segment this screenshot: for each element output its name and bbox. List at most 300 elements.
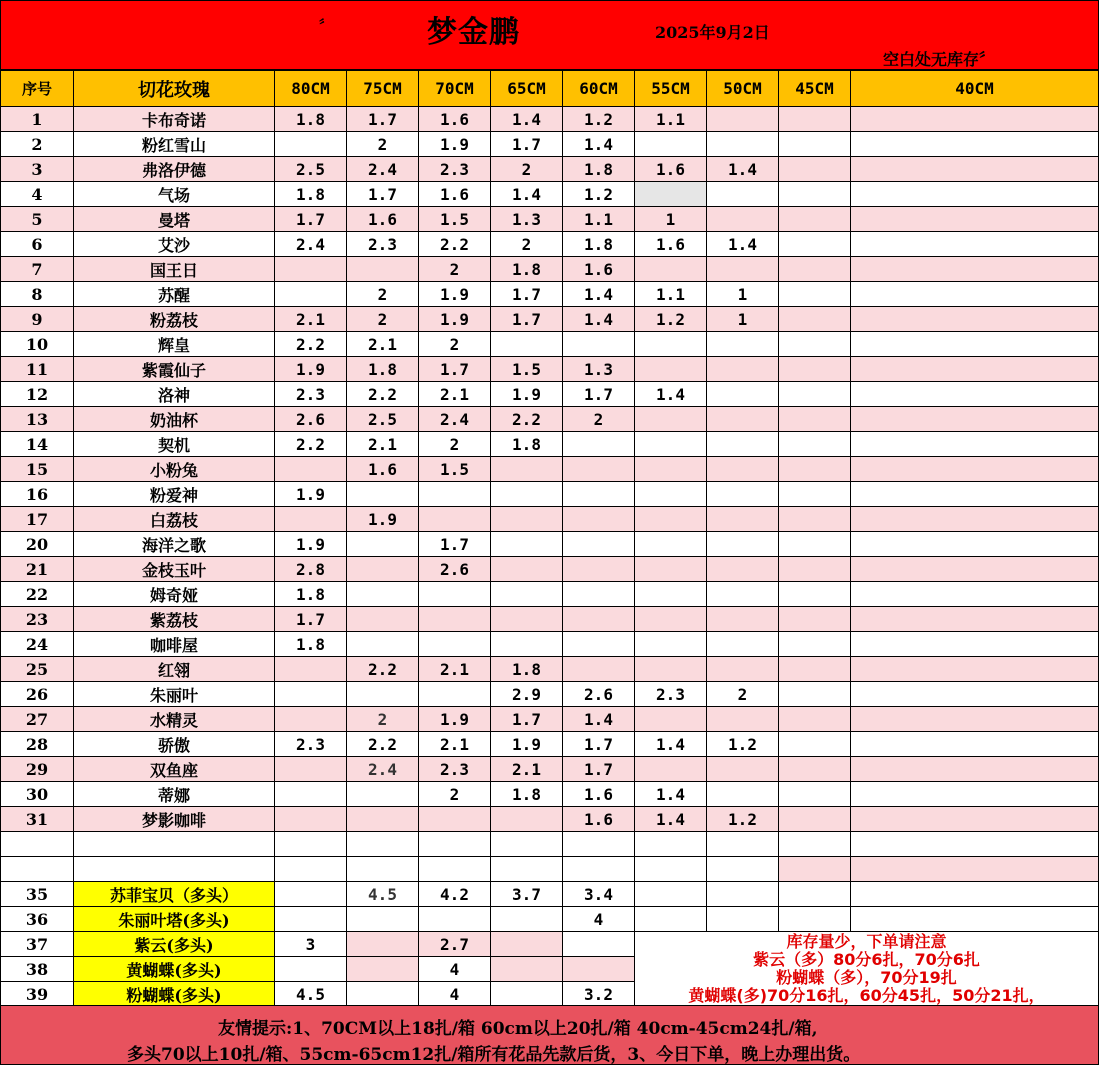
price-cell	[851, 432, 1099, 457]
price-cell	[635, 882, 707, 907]
price-cell: 1.4	[491, 182, 563, 207]
price-cell	[491, 607, 563, 632]
row-number: 23	[1, 607, 74, 632]
col-header-55cm: 55CM	[635, 71, 707, 107]
row-number: 8	[1, 282, 74, 307]
price-cell: 3.4	[563, 882, 635, 907]
price-cell: 1.7	[275, 607, 347, 632]
price-cell: 1.6	[635, 157, 707, 182]
variety-name: 白荔枝	[74, 507, 275, 532]
variety-name: 洛神	[74, 382, 275, 407]
price-cell	[851, 757, 1099, 782]
price-cell: 2.2	[275, 432, 347, 457]
price-cell	[419, 682, 491, 707]
row-number: 22	[1, 582, 74, 607]
price-cell	[851, 907, 1099, 932]
price-cell	[347, 607, 419, 632]
price-cell	[779, 507, 851, 532]
price-cell	[851, 882, 1099, 907]
price-cell	[707, 457, 779, 482]
price-cell	[779, 132, 851, 157]
col-header-40cm: 40CM	[851, 71, 1099, 107]
table-row	[1, 607, 1099, 632]
price-cell: 1.2	[707, 807, 779, 832]
price-cell: 1.4	[563, 282, 635, 307]
price-cell	[707, 882, 779, 907]
price-cell: 1.8	[491, 432, 563, 457]
price-cell	[851, 382, 1099, 407]
price-cell	[491, 457, 563, 482]
price-cell	[707, 757, 779, 782]
variety-name: 卡布奇诺	[74, 107, 275, 132]
footer-tips	[0, 1005, 1099, 1065]
price-cell	[491, 332, 563, 357]
price-cell	[635, 632, 707, 657]
price-cell	[707, 857, 779, 882]
row-number	[1, 857, 74, 882]
row-number	[1, 832, 74, 857]
table-row	[1, 107, 1099, 132]
price-cell	[635, 457, 707, 482]
table-row	[1, 582, 1099, 607]
price-cell: 2	[347, 307, 419, 332]
price-cell	[851, 332, 1099, 357]
price-cell: 1.8	[491, 257, 563, 282]
variety-name: 蒂娜	[74, 782, 275, 807]
price-cell: 1.9	[275, 357, 347, 382]
variety-name: 咖啡屋	[74, 632, 275, 657]
price-cell: 1.4	[635, 732, 707, 757]
price-cell: 1.2	[563, 182, 635, 207]
variety-name: 红翎	[74, 657, 275, 682]
col-header-70cm: 70CM	[419, 71, 491, 107]
price-cell	[635, 257, 707, 282]
price-cell: 1.4	[563, 132, 635, 157]
price-cell: 1.8	[275, 182, 347, 207]
price-cell	[635, 657, 707, 682]
variety-name: 黄蝴蝶(多头)	[74, 957, 275, 982]
price-cell: 2.2	[275, 332, 347, 357]
price-cell: 2.5	[347, 407, 419, 432]
price-cell	[563, 457, 635, 482]
price-cell	[563, 582, 635, 607]
row-number: 39	[1, 982, 74, 1007]
price-cell	[275, 507, 347, 532]
price-cell: 1.7	[275, 207, 347, 232]
price-cell	[635, 907, 707, 932]
row-number: 2	[1, 132, 74, 157]
price-cell	[779, 257, 851, 282]
price-cell	[851, 707, 1099, 732]
price-cell	[779, 657, 851, 682]
price-cell: 2.4	[419, 407, 491, 432]
price-cell: 2	[419, 257, 491, 282]
price-cell: 2.9	[491, 682, 563, 707]
price-cell: 2	[419, 782, 491, 807]
price-cell: 1.6	[563, 807, 635, 832]
row-number: 14	[1, 432, 74, 457]
price-cell	[347, 557, 419, 582]
table-row	[1, 907, 1099, 932]
price-cell	[779, 207, 851, 232]
price-cell: 1.9	[275, 532, 347, 557]
table-row	[1, 207, 1099, 232]
table-row	[1, 432, 1099, 457]
price-cell: 2.2	[491, 407, 563, 432]
price-cell	[707, 557, 779, 582]
price-cell	[779, 332, 851, 357]
price-cell	[275, 282, 347, 307]
table-row	[1, 857, 1099, 882]
price-cell	[275, 757, 347, 782]
price-cell	[851, 657, 1099, 682]
price-cell	[563, 482, 635, 507]
price-cell: 4.5	[347, 882, 419, 907]
price-cell	[851, 157, 1099, 182]
price-cell: 1.9	[419, 282, 491, 307]
tick-mark: 〞	[319, 19, 333, 35]
price-cell	[779, 782, 851, 807]
price-cell: 2.1	[491, 757, 563, 782]
price-cell	[707, 582, 779, 607]
row-number: 37	[1, 932, 74, 957]
price-cell	[419, 482, 491, 507]
row-number: 15	[1, 457, 74, 482]
price-cell	[707, 507, 779, 532]
price-cell	[707, 332, 779, 357]
price-cell	[635, 357, 707, 382]
col-header-45cm: 45CM	[779, 71, 851, 107]
price-cell: 2.4	[275, 232, 347, 257]
variety-name: 朱丽叶塔(多头)	[74, 907, 275, 932]
col-header-80cm: 80CM	[275, 71, 347, 107]
price-cell	[563, 632, 635, 657]
price-cell	[779, 432, 851, 457]
price-cell	[779, 882, 851, 907]
price-cell: 2.1	[419, 657, 491, 682]
price-cell: 1.9	[419, 707, 491, 732]
price-cell	[707, 407, 779, 432]
price-cell: 2	[347, 282, 419, 307]
price-cell	[275, 257, 347, 282]
price-cell	[491, 632, 563, 657]
price-cell: 1.8	[275, 632, 347, 657]
price-cell: 1.7	[563, 732, 635, 757]
row-number: 4	[1, 182, 74, 207]
price-cell	[707, 257, 779, 282]
price-cell	[491, 582, 563, 607]
price-cell	[419, 632, 491, 657]
price-cell	[347, 832, 419, 857]
price-cell	[491, 832, 563, 857]
variety-name: 奶油杯	[74, 407, 275, 432]
price-cell	[851, 282, 1099, 307]
price-cell: 2.2	[347, 382, 419, 407]
price-cell: 1.8	[347, 357, 419, 382]
col-header-60cm: 60CM	[563, 71, 635, 107]
table-row	[1, 757, 1099, 782]
price-cell	[779, 707, 851, 732]
variety-name: 曼塔	[74, 207, 275, 232]
row-number: 9	[1, 307, 74, 332]
price-cell	[851, 107, 1099, 132]
price-cell	[347, 532, 419, 557]
table-row	[1, 832, 1099, 857]
price-cell	[851, 507, 1099, 532]
price-cell	[491, 857, 563, 882]
price-cell: 1.6	[563, 782, 635, 807]
price-cell: 1.6	[347, 457, 419, 482]
row-number: 16	[1, 482, 74, 507]
price-cell: 1	[707, 307, 779, 332]
price-cell	[779, 482, 851, 507]
price-cell	[707, 707, 779, 732]
price-cell	[347, 257, 419, 282]
price-cell	[347, 857, 419, 882]
row-number: 27	[1, 707, 74, 732]
price-cell	[851, 557, 1099, 582]
price-cell: 1.9	[491, 382, 563, 407]
price-cell	[851, 632, 1099, 657]
price-cell: 2	[347, 132, 419, 157]
variety-name: 辉皇	[74, 332, 275, 357]
price-cell: 2.6	[563, 682, 635, 707]
row-number: 25	[1, 657, 74, 682]
price-cell: 2.4	[347, 757, 419, 782]
price-cell	[419, 582, 491, 607]
price-cell: 1.3	[491, 207, 563, 232]
price-cell: 1.8	[275, 582, 347, 607]
price-cell	[779, 632, 851, 657]
price-cell: 2.5	[275, 157, 347, 182]
price-cell	[851, 782, 1099, 807]
price-cell	[491, 507, 563, 532]
price-cell	[491, 557, 563, 582]
table-row	[1, 407, 1099, 432]
col-header-65cm: 65CM	[491, 71, 563, 107]
row-number: 31	[1, 807, 74, 832]
price-cell: 1	[635, 207, 707, 232]
price-cell	[851, 582, 1099, 607]
price-cell	[563, 832, 635, 857]
row-number: 3	[1, 157, 74, 182]
price-cell: 1.4	[563, 707, 635, 732]
price-cell	[779, 307, 851, 332]
price-cell: 2.1	[347, 332, 419, 357]
price-cell	[851, 807, 1099, 832]
price-cell: 1.3	[563, 357, 635, 382]
price-cell: 1.7	[491, 132, 563, 157]
price-cell	[779, 807, 851, 832]
row-number: 11	[1, 357, 74, 382]
price-cell: 3.2	[563, 982, 635, 1007]
table-row	[1, 532, 1099, 557]
price-cell: 2.1	[419, 732, 491, 757]
price-cell: 1.6	[563, 257, 635, 282]
price-cell	[707, 432, 779, 457]
row-number: 38	[1, 957, 74, 982]
table-row	[1, 732, 1099, 757]
price-cell	[275, 657, 347, 682]
price-cell	[347, 582, 419, 607]
price-cell: 1.9	[275, 482, 347, 507]
price-cell	[707, 207, 779, 232]
price-cell	[707, 482, 779, 507]
footer-line-2: 多头70以上10扎/箱、55cm-65cm12扎/箱所有花品先款后货，3、今日下单，晚上办理出货。	[127, 1045, 861, 1065]
price-cell: 1.7	[491, 307, 563, 332]
price-cell	[491, 482, 563, 507]
table-row	[1, 232, 1099, 257]
variety-name: 粉蝴蝶(多头)	[74, 982, 275, 1007]
price-cell	[419, 857, 491, 882]
price-cell	[491, 807, 563, 832]
price-cell	[635, 582, 707, 607]
notice-line: 黄蝴蝶(多)70分16扎，60分45扎，50分21扎，	[688, 986, 1045, 1005]
price-cell	[347, 782, 419, 807]
price-cell	[779, 832, 851, 857]
footer-line-1: 友情提示:1、70CM以上18扎/箱 60cm以上20扎/箱 40cm-45cm24扎/箱,	[218, 1019, 818, 1039]
price-cell: 1.6	[419, 182, 491, 207]
price-cell	[347, 482, 419, 507]
price-cell: 4.2	[419, 882, 491, 907]
price-cell	[491, 907, 563, 932]
price-cell	[419, 607, 491, 632]
price-cell	[707, 532, 779, 557]
price-cell: 1.9	[419, 132, 491, 157]
price-cell	[851, 857, 1099, 882]
price-cell: 1.4	[563, 307, 635, 332]
price-cell: 2.7	[419, 932, 491, 957]
table-row	[1, 357, 1099, 382]
variety-name: 气场	[74, 182, 275, 207]
variety-name: 梦影咖啡	[74, 807, 275, 832]
price-cell	[563, 332, 635, 357]
price-cell	[635, 607, 707, 632]
price-cell	[635, 332, 707, 357]
price-cell	[275, 857, 347, 882]
price-cell	[491, 932, 563, 957]
table-row	[1, 482, 1099, 507]
price-cell	[851, 132, 1099, 157]
table-row	[1, 382, 1099, 407]
price-cell	[851, 532, 1099, 557]
price-cell: 1.7	[563, 382, 635, 407]
price-cell	[779, 732, 851, 757]
variety-name	[74, 832, 275, 857]
variety-name: 金枝玉叶	[74, 557, 275, 582]
price-cell	[275, 457, 347, 482]
price-cell	[779, 907, 851, 932]
price-cell: 4	[419, 957, 491, 982]
col-header-50cm: 50CM	[707, 71, 779, 107]
variety-name: 姆奇娅	[74, 582, 275, 607]
price-cell: 2.1	[347, 432, 419, 457]
price-cell	[779, 157, 851, 182]
price-cell: 2.3	[419, 757, 491, 782]
variety-name: 紫霞仙子	[74, 357, 275, 382]
variety-name: 弗洛伊德	[74, 157, 275, 182]
price-cell	[275, 832, 347, 857]
row-number: 35	[1, 882, 74, 907]
price-cell	[275, 907, 347, 932]
price-cell: 2.1	[275, 307, 347, 332]
price-cell	[779, 857, 851, 882]
price-cell	[635, 132, 707, 157]
price-cell	[275, 707, 347, 732]
price-cell: 1.8	[563, 157, 635, 182]
price-cell: 1.8	[491, 657, 563, 682]
price-cell	[635, 707, 707, 732]
price-cell: 4.5	[275, 982, 347, 1007]
price-cell	[779, 682, 851, 707]
variety-name: 苏醒	[74, 282, 275, 307]
price-cell	[707, 782, 779, 807]
price-cell: 1.2	[707, 732, 779, 757]
row-number: 5	[1, 207, 74, 232]
price-cell	[635, 832, 707, 857]
price-cell	[635, 507, 707, 532]
price-cell: 1.9	[347, 507, 419, 532]
table-row	[1, 682, 1099, 707]
price-cell	[707, 182, 779, 207]
variety-name: 艾沙	[74, 232, 275, 257]
table-row	[1, 882, 1099, 907]
price-cell: 2	[491, 232, 563, 257]
variety-name	[74, 857, 275, 882]
price-cell: 2.8	[275, 557, 347, 582]
price-cell	[851, 457, 1099, 482]
price-cell	[851, 607, 1099, 632]
price-cell	[851, 207, 1099, 232]
price-cell	[635, 557, 707, 582]
table-row	[1, 782, 1099, 807]
row-number: 29	[1, 757, 74, 782]
price-cell: 3.7	[491, 882, 563, 907]
price-cell: 1.2	[563, 107, 635, 132]
stock-note: 空白处无库存〞	[883, 50, 996, 69]
price-cell	[275, 682, 347, 707]
price-cell: 2	[419, 332, 491, 357]
price-cell: 2.3	[347, 232, 419, 257]
price-cell	[851, 732, 1099, 757]
table-row	[1, 457, 1099, 482]
price-cell	[707, 632, 779, 657]
table-row	[1, 557, 1099, 582]
price-cell	[563, 607, 635, 632]
price-cell: 2.1	[419, 382, 491, 407]
price-cell	[851, 182, 1099, 207]
price-cell: 2.2	[347, 657, 419, 682]
price-cell	[563, 432, 635, 457]
price-cell	[347, 957, 419, 982]
variety-name: 国王日	[74, 257, 275, 282]
price-cell	[635, 182, 707, 207]
stock-notice	[635, 932, 1099, 1007]
price-cell: 2.3	[419, 157, 491, 182]
price-table	[0, 70, 1099, 1007]
variety-name: 契机	[74, 432, 275, 457]
price-cell	[347, 807, 419, 832]
price-cell	[347, 982, 419, 1007]
table-row	[1, 707, 1099, 732]
price-cell	[779, 457, 851, 482]
price-cell	[779, 282, 851, 307]
page-title: 梦金鹏	[427, 15, 520, 50]
price-cell	[779, 757, 851, 782]
col-header-seq: 序号	[1, 71, 74, 107]
price-cell	[851, 257, 1099, 282]
table-row	[1, 332, 1099, 357]
